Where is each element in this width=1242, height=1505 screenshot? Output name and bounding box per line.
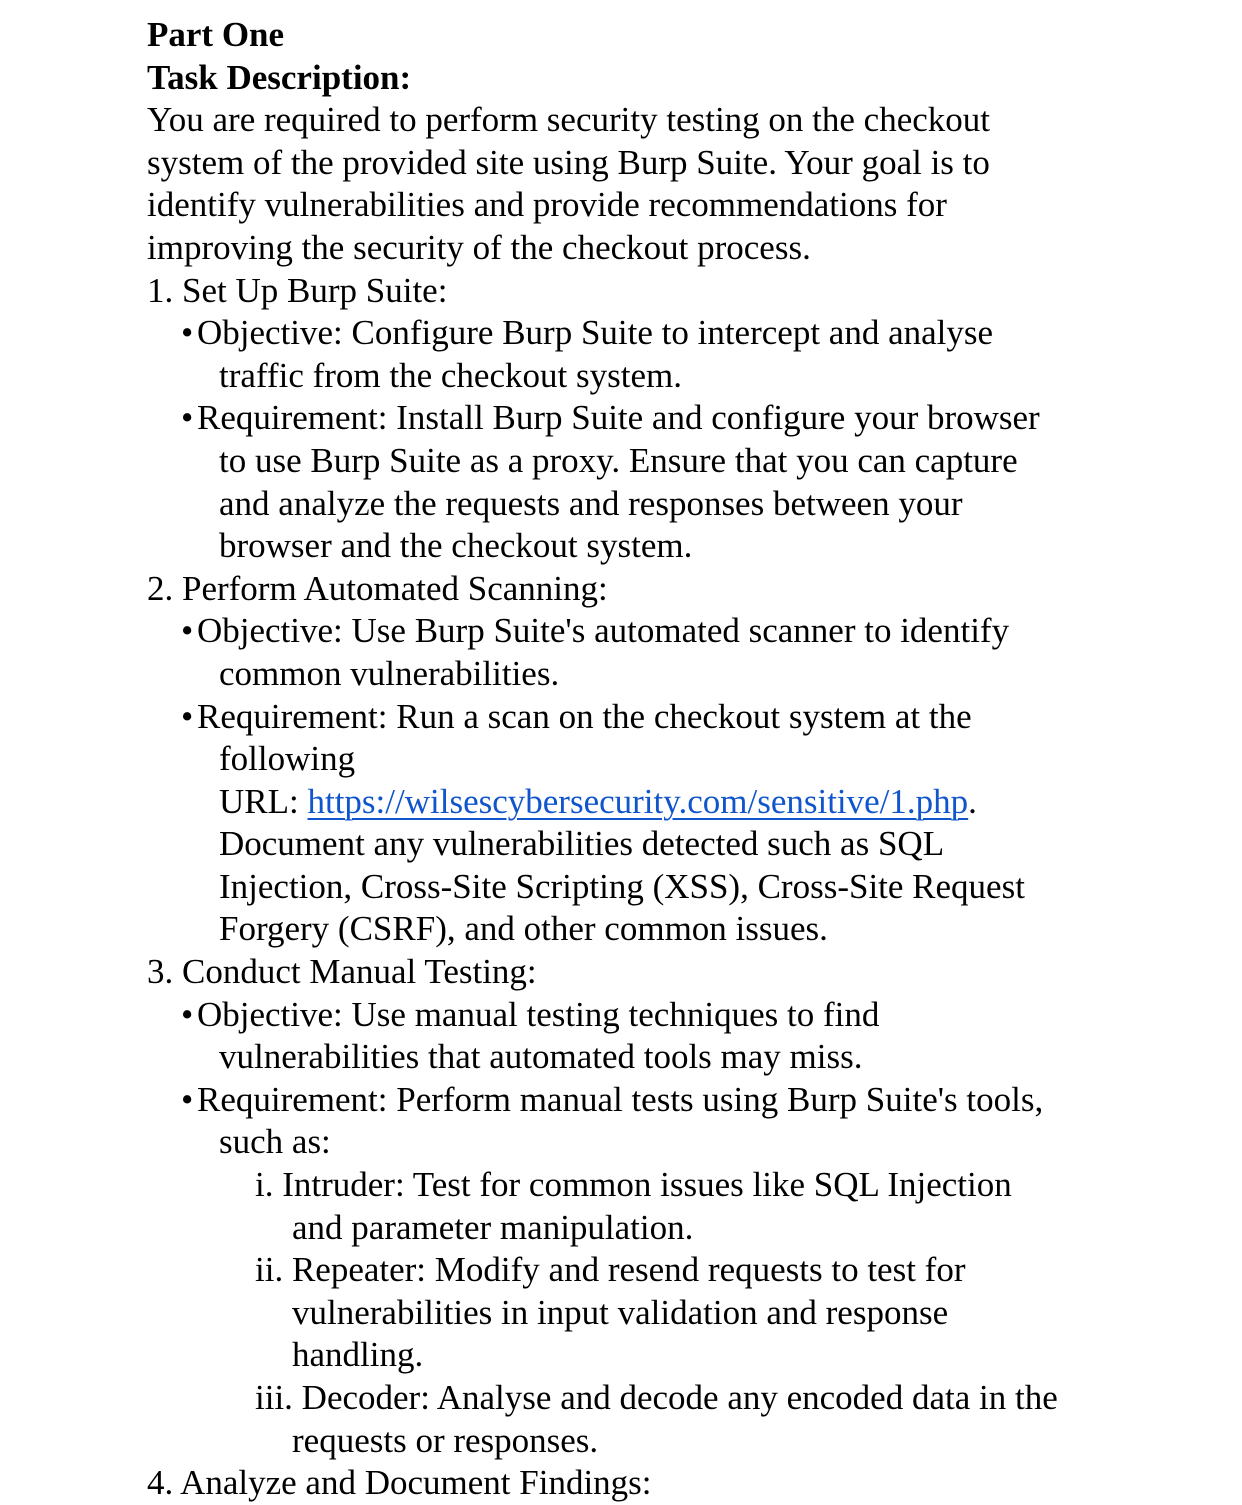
requirement-text: Requirement: Run a scan on the checkout system at the xyxy=(197,696,972,736)
requirement-text-continued: such as: xyxy=(219,1122,331,1162)
tool-item-text-continued: handling. xyxy=(292,1335,424,1375)
step-heading: 2. Perform Automated Scanning: xyxy=(147,568,608,608)
intro-paragraph xyxy=(0,99,1242,269)
url-prefix: URL: xyxy=(219,781,308,821)
bullet-icon: • xyxy=(181,1079,194,1119)
bullet-icon: • xyxy=(181,611,194,651)
requirement-item xyxy=(0,397,1242,440)
tool-item-text: iii. Decoder: Analyse and decode any encoded data in the xyxy=(255,1378,1058,1417)
requirement-text-continued: browser and the checkout system. xyxy=(219,526,693,566)
objective-item xyxy=(0,994,1242,1037)
requirement-text-continued: to use Burp Suite as a proxy. Ensure that you can capture xyxy=(219,440,1018,480)
intro-line: improving the security of the checkout process. xyxy=(147,227,811,267)
requirement-text-continued: Forgery (CSRF), and other common issues. xyxy=(219,909,828,949)
requirement-text: Requirement: Perform manual tests using Burp Suite's tools, xyxy=(197,1079,1044,1119)
tool-intruder xyxy=(0,1164,1242,1249)
tool-item-text-continued: and parameter manipulation. xyxy=(292,1207,694,1247)
requirement-text-continued: Injection, Cross-Site Scripting (XSS), Cross-Site Request xyxy=(219,866,1025,906)
tool-repeater xyxy=(0,1249,1242,1377)
tool-item-text: i. Intruder: Test for common issues like SQL Injection xyxy=(255,1165,1012,1205)
objective-text-continued: traffic from the checkout system. xyxy=(219,355,682,395)
task-heading: Task Description: xyxy=(147,57,412,97)
step-1 xyxy=(0,270,1242,568)
step-3 xyxy=(0,951,1242,1462)
requirement-text: Requirement: Install Burp Suite and configure your browser xyxy=(197,398,1040,438)
step-2 xyxy=(0,568,1242,951)
objective-text-continued: common vulnerabilities. xyxy=(219,653,560,693)
step-heading: 1. Set Up Burp Suite: xyxy=(147,270,448,310)
bullet-icon: • xyxy=(181,994,194,1034)
step-heading: 3. Conduct Manual Testing: xyxy=(147,952,537,992)
intro-line: You are required to perform security testing on the checkout xyxy=(147,100,991,140)
step-4-heading-partial: 4. Analyze and Document Findings: xyxy=(147,1463,652,1503)
part-title: Part One xyxy=(147,15,285,54)
target-url-link[interactable]: https://wilsescybersecurity.com/sensitive/1.php xyxy=(307,781,969,821)
intro-line: identify vulnerabilities and provide recommendations for xyxy=(147,185,947,225)
tool-item-text-continued: vulnerabilities in input validation and response xyxy=(292,1292,949,1332)
objective-text-continued: vulnerabilities that automated tools may miss. xyxy=(219,1037,863,1077)
bullet-icon: • xyxy=(181,398,194,438)
url-line xyxy=(0,781,1242,824)
tool-item-text: ii. Repeater: Modify and resend requests to test for xyxy=(255,1250,966,1290)
url-suffix: . xyxy=(968,781,977,821)
requirement-text-continued: following xyxy=(219,739,356,779)
requirement-item xyxy=(0,696,1242,739)
intro-line: system of the provided site using Burp Suite. Your goal is to xyxy=(147,142,990,182)
tool-item-text-continued: requests or responses. xyxy=(292,1420,599,1460)
requirement-text-continued: and analyze the requests and responses between your xyxy=(219,483,963,523)
objective-text: Objective: Use Burp Suite's automated scanner to identify xyxy=(197,611,1010,651)
tool-decoder xyxy=(0,1377,1242,1462)
bullet-icon: • xyxy=(181,313,194,353)
objective-item xyxy=(0,312,1242,355)
document-page xyxy=(0,14,1242,1505)
requirement-text-continued: Document any vulnerabilities detected such as SQL xyxy=(219,824,945,864)
objective-text: Objective: Configure Burp Suite to intercept and analyse xyxy=(197,313,994,353)
bullet-icon: • xyxy=(181,696,194,736)
objective-item xyxy=(0,610,1242,653)
requirement-item xyxy=(0,1079,1242,1122)
objective-text: Objective: Use manual testing techniques to find xyxy=(197,994,880,1034)
